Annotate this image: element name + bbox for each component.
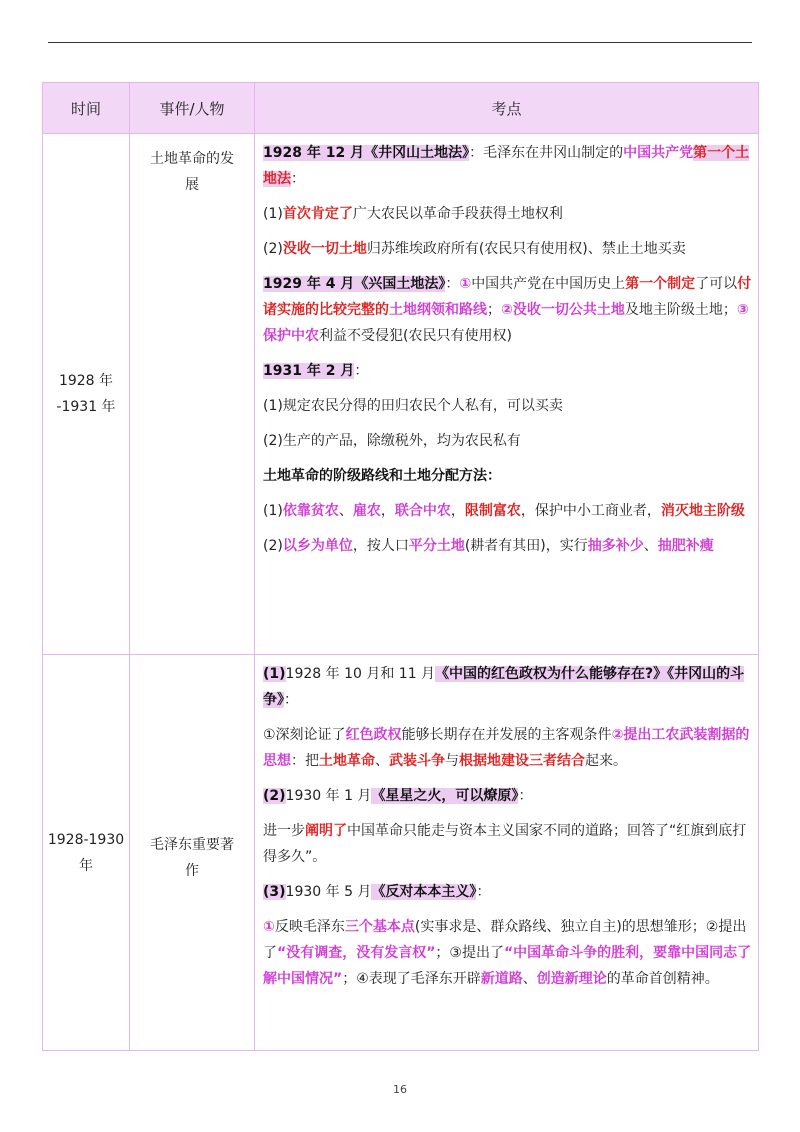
- point: (1)依靠贫农、雇农，联合中农，限制富农，保护中小工商业者，消灭地主阶级: [263, 503, 745, 519]
- point: (2)以乡为单位，按人口平分土地(耕者有其田)，实行抽多补少、抽肥补瘦: [263, 538, 714, 554]
- row2-time: 1928-1930 年: [43, 655, 130, 1051]
- point: (1)1928 年 10 月和 11 月《中国的红色政权为什么能够存在?》《井冈山的斗争》：: [263, 666, 745, 708]
- point: 1929 年 4 月《兴国土地法》：①中国共产党在中国历史上第一个制定了可以付诸实施的比较完整的土地纲领和路线；②没收一切公共土地及地主阶级土地；③保护中农利益不受侵犯(农民只有使用权): [263, 276, 752, 344]
- top-rule: [48, 42, 752, 43]
- point: ①深刻论证了红色政权能够长期存在并发展的主客观条件②提出工农武装割据的思想：把土地革命、武装斗争与根据地建设三者结合起来。: [263, 727, 750, 769]
- point: 进一步阐明了中国革命只能走与资本主义国家不同的道路；回答了“红旗到底打得多久”。: [263, 823, 747, 865]
- point: (2)1930 年 1 月《星星之火，可以燎原》：: [263, 788, 533, 804]
- point: (2)生产的产品，除缴税外，均为农民私有: [263, 433, 521, 449]
- point: 土地革命的阶级路线和土地分配方法：: [263, 468, 501, 484]
- row1-time: 1928 年 -1931 年: [43, 134, 130, 655]
- point: (1)首次肯定了广大农民以革命手段获得土地权利: [263, 206, 563, 222]
- row1-points: [255, 134, 759, 655]
- row2-points: [255, 655, 759, 1051]
- point: ①反映毛泽东三个基本点(实事求是、群众路线、独立自主)的思想雏形；②提出了“没有调查，没有发言权”；③提出了“中国革命斗争的胜利，要靠中国同志了解中国情况”；④表现了毛泽东开辟新道路、创造新理论的革命首创精神。: [263, 919, 752, 987]
- page-number: 16: [393, 1083, 407, 1096]
- point: (1)规定农民分得的田归农民个人私有，可以买卖: [263, 398, 563, 414]
- table-row: [43, 134, 759, 655]
- exam-points-table: [42, 82, 759, 1051]
- point: 1931 年 2 月：: [263, 363, 369, 379]
- point: (2)没收一切土地归苏维埃政府所有(农民只有使用权)、禁止土地买卖: [263, 241, 686, 257]
- header-event: 事件/人物: [130, 83, 255, 134]
- table-header-row: [43, 83, 759, 134]
- table-row: [43, 655, 759, 1051]
- header-time: 时间: [43, 83, 130, 134]
- row1-event: 土地革命的发 展: [130, 134, 255, 655]
- point: 1928 年 12 月《井冈山土地法》：毛泽东在井冈山制定的中国共产党第一个土地法：: [263, 145, 750, 187]
- header-points: 考点: [255, 83, 759, 134]
- point: (3)1930 年 5 月《反对本本主义》：: [263, 884, 491, 900]
- row2-event: 毛泽东重要著 作: [130, 655, 255, 1051]
